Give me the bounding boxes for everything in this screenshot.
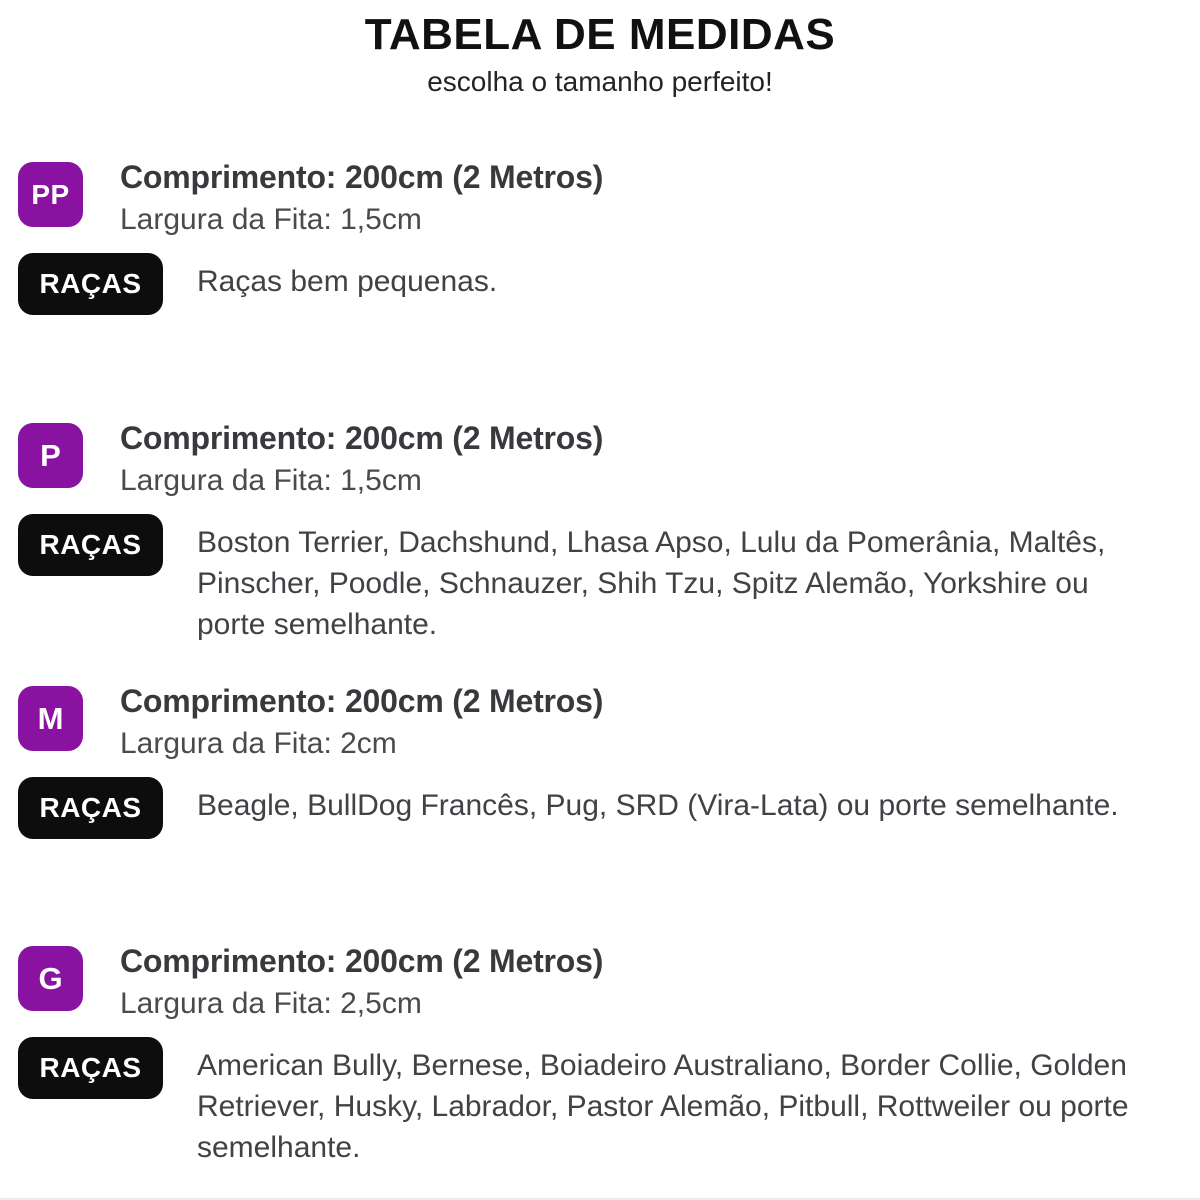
width-spec: Largura da Fita: 1,5cm — [120, 464, 422, 497]
breeds-list: Beagle, BullDog Francês, Pug, SRD (Vira-Lata) ou porte semelhante. — [197, 789, 1119, 822]
width-spec: Largura da Fita: 1,5cm — [120, 203, 422, 236]
breeds-list: Raças bem pequenas. — [197, 265, 498, 298]
length-spec: Comprimento: 200cm (2 Metros) — [120, 159, 604, 195]
size-section-p — [0, 420, 1200, 663]
size-badge-p: P — [18, 423, 83, 488]
breeds-label-badge: RAÇAS — [18, 514, 163, 576]
size-badge-g: G — [18, 946, 83, 1011]
breeds-label-badge: RAÇAS — [18, 777, 163, 839]
length-spec: Comprimento: 200cm (2 Metros) — [120, 420, 604, 456]
length-spec: Comprimento: 200cm (2 Metros) — [120, 683, 604, 719]
size-section-m — [0, 683, 1200, 926]
size-section-pp — [0, 159, 1200, 402]
length-spec: Comprimento: 200cm (2 Metros) — [120, 943, 604, 979]
width-spec: Largura da Fita: 2cm — [120, 727, 397, 760]
size-section-g — [0, 943, 1200, 1186]
width-spec: Largura da Fita: 2,5cm — [120, 987, 422, 1020]
breeds-list: American Bully, Bernese, Boiadeiro Australiano, Border Collie, Golden Retriever, Husky, Labrador, Pastor Alemão, Pitbull, Rottweiler ou porte semelhante. — [197, 1049, 1129, 1164]
page-title: TABELA DE MEDIDAS — [364, 10, 836, 59]
breeds-list: Boston Terrier, Dachshund, Lhasa Apso, Lulu da Pomerânia, Maltês, Pinscher, Poodle, Schnauzer, Shih Tzu, Spitz Alemão, Yorkshire ou porte semelhante. — [197, 526, 1106, 641]
size-badge-m: M — [18, 686, 83, 751]
page-subtitle: escolha o tamanho perfeito! — [427, 66, 773, 97]
breeds-label-badge: RAÇAS — [18, 1037, 163, 1099]
breeds-label-badge: RAÇAS — [18, 253, 163, 315]
size-badge-pp: PP — [18, 162, 83, 227]
